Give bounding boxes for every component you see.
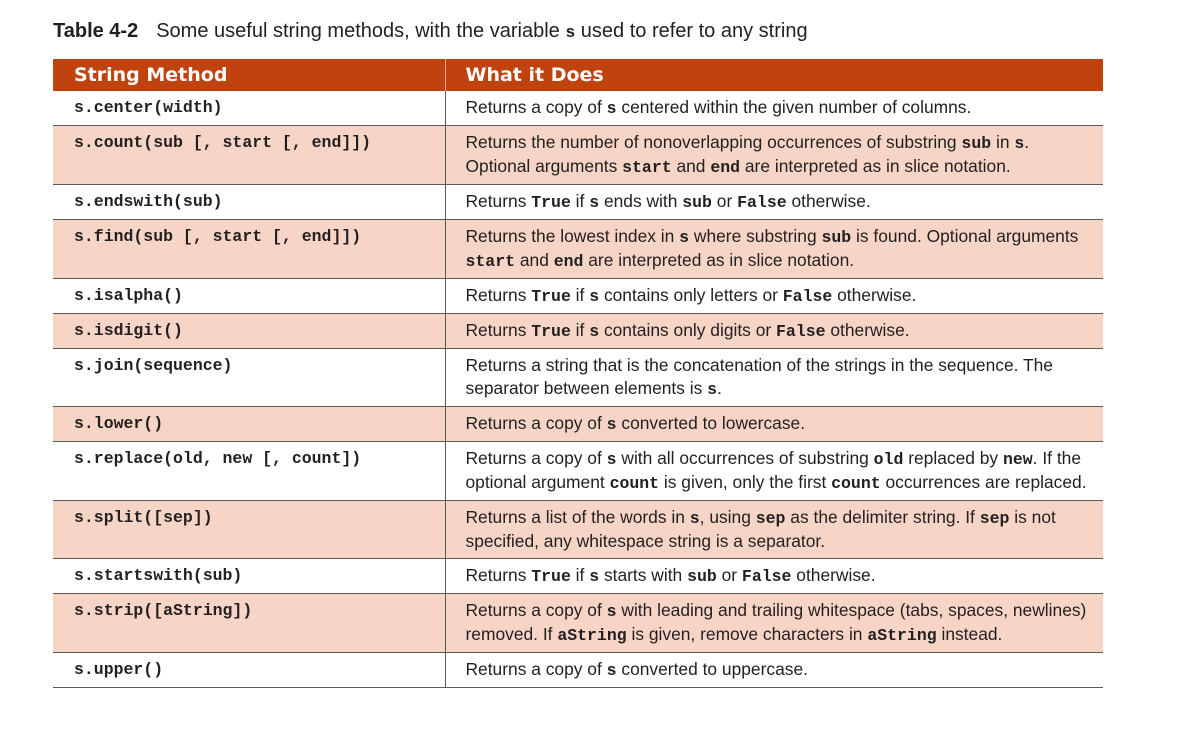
description-text: . If the optional argument (465, 448, 1082, 492)
code-term: s (589, 287, 600, 306)
description-text: Returns a string that is the concatenation of the strings in the sequence. The separator between elements is (465, 355, 1053, 398)
code-term: sub (961, 134, 992, 153)
description-text: contains only digits or (599, 320, 777, 340)
description-text: and (671, 156, 711, 176)
code-term: False (782, 287, 833, 306)
code-term: s (606, 602, 617, 621)
description-text: . Optional arguments (465, 132, 1030, 176)
caption-text: Some useful string methods, with the variable s used to refer to any string (156, 20, 808, 42)
description-text: Returns a copy of (465, 659, 607, 679)
description-cell (445, 185, 1103, 220)
code-term: s (679, 228, 690, 247)
description-text: replaced by (903, 448, 1003, 468)
header-what-it-does: What it Does (445, 59, 1103, 91)
description-text: otherwise. (791, 565, 876, 585)
description-text: otherwise. (825, 320, 910, 340)
description-text: ends with (599, 191, 683, 211)
description-cell (445, 559, 1103, 594)
table-row (53, 91, 1103, 126)
description-text: is given, remove characters in (626, 624, 868, 644)
code-term: False (737, 193, 787, 212)
code-term: sub (821, 228, 852, 247)
description-text: occurrences are replaced. (880, 472, 1087, 492)
code-term: count (609, 474, 660, 493)
description-text: with all occurrences of substring (616, 448, 874, 468)
code-term: start (622, 158, 672, 177)
description-text: in (991, 132, 1015, 152)
header-row (53, 59, 1103, 91)
code-term: new (1002, 450, 1033, 469)
description-text: where substring (689, 226, 822, 246)
table-row (53, 559, 1103, 594)
description-cell (445, 314, 1103, 349)
code-term: s (589, 322, 600, 341)
method-cell: s.isalpha() (53, 279, 445, 314)
code-term: s (606, 415, 617, 434)
description-text: , using (699, 507, 756, 527)
table-number: Table 4-2 (53, 20, 139, 42)
description-text: and (515, 250, 554, 270)
table-row (53, 314, 1103, 349)
method-cell: s.isdigit() (53, 314, 445, 349)
method-cell: s.upper() (53, 653, 445, 688)
description-text: if (570, 565, 590, 585)
description-cell (445, 349, 1103, 407)
code-term: end (553, 252, 584, 271)
description-text: converted to lowercase. (616, 413, 806, 433)
method-cell: s.join(sequence) (53, 349, 445, 407)
code-term: True (531, 287, 571, 306)
description-text: Returns (465, 285, 532, 305)
code-term: sep (979, 509, 1010, 528)
description-text: starts with (599, 565, 688, 585)
table-row (53, 220, 1103, 279)
table-caption (53, 20, 808, 43)
description-text: with leading and trailing whitespace (tabs, spaces, newlines) removed. If (465, 600, 1087, 644)
description-text: is given, only the first (659, 472, 832, 492)
description-cell (445, 407, 1103, 442)
description-text: if (570, 191, 590, 211)
description-text: instead. (936, 624, 1003, 644)
method-cell: s.replace(old, new [, count]) (53, 442, 445, 501)
code-term: False (776, 322, 826, 341)
header-string-method: String Method (53, 59, 445, 91)
description-cell (445, 442, 1103, 501)
table-row (53, 501, 1103, 559)
description-text: converted to uppercase. (616, 659, 808, 679)
description-text: as the delimiter string. If (785, 507, 980, 527)
description-text: otherwise. (832, 285, 917, 305)
description-text: . (717, 378, 722, 398)
description-text: is not specified, any whitespace string is a separator. (465, 507, 1056, 551)
code-term: s (589, 193, 600, 212)
description-text: contains only letters or (599, 285, 783, 305)
code-term: False (741, 567, 792, 586)
table-row (53, 279, 1103, 314)
description-cell (445, 653, 1103, 688)
code-term: end (710, 158, 741, 177)
code-term: s (606, 450, 617, 469)
description-cell (445, 594, 1103, 653)
method-cell: s.strip([aString]) (53, 594, 445, 653)
description-text: otherwise. (786, 191, 871, 211)
table-body (53, 91, 1103, 688)
description-cell (445, 220, 1103, 279)
code-term: aString (867, 626, 937, 645)
code-term: start (465, 252, 516, 271)
table-row (53, 126, 1103, 185)
description-cell (445, 91, 1103, 126)
string-methods-table (53, 59, 1103, 688)
method-cell: s.center(width) (53, 91, 445, 126)
description-text: if (570, 320, 590, 340)
description-text: Returns (465, 191, 532, 211)
code-term: s (606, 99, 617, 118)
code-term: True (531, 322, 571, 341)
code-term: s (606, 661, 617, 680)
method-cell: s.endswith(sub) (53, 185, 445, 220)
description-text: Returns the number of nonoverlapping occurrences of substring (465, 132, 962, 152)
table-row (53, 407, 1103, 442)
code-term: sub (682, 193, 712, 212)
code-term: sep (755, 509, 786, 528)
description-cell (445, 279, 1103, 314)
table-row (53, 594, 1103, 653)
table-row (53, 653, 1103, 688)
table-row (53, 349, 1103, 407)
description-cell (445, 501, 1103, 559)
description-text: if (570, 285, 590, 305)
description-text: or (716, 565, 742, 585)
method-cell: s.lower() (53, 407, 445, 442)
code-term: s (689, 509, 700, 528)
description-text: or (711, 191, 738, 211)
code-term: aString (557, 626, 627, 645)
method-cell: s.startswith(sub) (53, 559, 445, 594)
description-text: Returns (465, 320, 532, 340)
description-text: Returns (465, 565, 532, 585)
code-term: old (873, 450, 904, 469)
description-cell (445, 126, 1103, 185)
code-term: True (531, 193, 571, 212)
description-text: Returns the lowest index in (465, 226, 680, 246)
description-text: Returns a copy of (465, 600, 607, 620)
description-text: Returns a copy of (465, 413, 607, 433)
description-text: is found. Optional arguments (851, 226, 1079, 246)
description-text: are interpreted as in slice notation. (740, 156, 1011, 176)
description-text: are interpreted as in slice notation. (583, 250, 855, 270)
description-text: centered within the given number of columns. (616, 97, 972, 117)
table-row (53, 442, 1103, 501)
description-text: Returns a copy of (465, 97, 607, 117)
code-term: s (589, 567, 600, 586)
code-term: count (831, 474, 881, 493)
code-term: sub (687, 567, 717, 586)
method-cell: s.find(sub [, start [, end]]) (53, 220, 445, 279)
caption-variable: s (565, 23, 576, 42)
method-cell: s.split([sep]) (53, 501, 445, 559)
description-text: Returns a list of the words in (465, 507, 690, 527)
code-term: True (531, 567, 571, 586)
description-text: Returns a copy of (465, 448, 607, 468)
code-term: s (1014, 134, 1025, 153)
code-term: s (707, 380, 718, 399)
table-row (53, 185, 1103, 220)
method-cell: s.count(sub [, start [, end]]) (53, 126, 445, 185)
